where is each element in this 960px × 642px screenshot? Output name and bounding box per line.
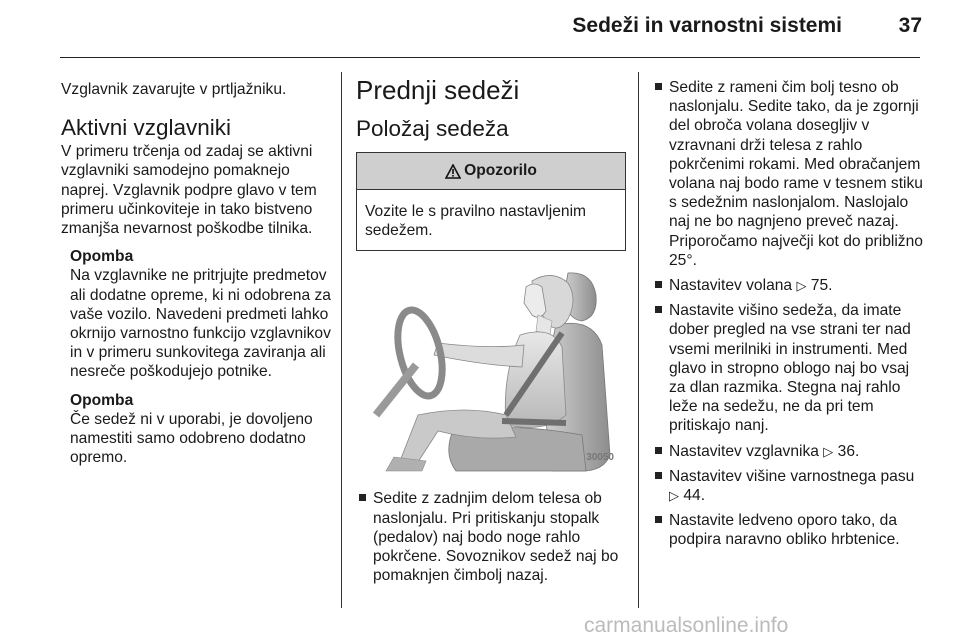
bullet-text: Nastavite ledveno oporo tako, da podpira naravno obliko hrbtenice. — [669, 512, 900, 549]
warning-triangle-icon — [445, 164, 461, 179]
warning-title: Opozorilo — [464, 162, 537, 180]
note-1-title: Opomba — [70, 248, 134, 266]
bullet-item — [652, 467, 924, 505]
page-number: 37 — [898, 14, 922, 37]
note-2-text: Če sedež ni v uporabi, je dovoljeno namestiti samo odobreno dodatno opremo. — [70, 410, 313, 467]
page-header-title: Sedeži in varnostni sistemi — [572, 14, 842, 37]
bullet-item — [652, 78, 924, 270]
bullet-item — [652, 511, 924, 549]
bullet-item — [356, 489, 626, 585]
column-right — [652, 72, 924, 556]
figure-number: 30050 — [586, 452, 614, 464]
subheading-seat-position: Položaj sedeža — [356, 116, 509, 141]
bullet-text: Nastavitev vzglavnika — [669, 442, 819, 460]
warning-box — [356, 152, 626, 251]
bullet-item — [652, 276, 924, 295]
bullet-item — [652, 301, 924, 435]
driver-seat-illustration — [356, 265, 618, 475]
column-divider-2 — [638, 72, 639, 608]
intro-text: Vzglavnik zavarujte v prtljažniku. — [61, 81, 287, 98]
warning-body — [357, 190, 625, 250]
bullet-text: Nastavitev volana — [669, 277, 793, 295]
bullet-text: Nastavitev višine varnostnega pasu — [669, 467, 915, 485]
warning-text: Vozite le s pravilno nastavljenim sedežem. — [365, 203, 587, 240]
column-left — [61, 72, 333, 467]
page-reference[interactable]: 36. — [837, 442, 860, 460]
page-reference[interactable]: 75. — [810, 277, 833, 295]
active-headrests-paragraph: V primeru trčenja od zadaj se aktivni vzglavniki samodejno pomaknejo naprej. Vzglavnik podpre glavo v tem primeru učinkoviteje in tako bistveno zmanjša nevarnost poškodbe tilnika. — [61, 143, 317, 238]
section-heading-active-headrests: Aktivni vzglavniki — [61, 115, 232, 141]
note-1 — [61, 247, 333, 381]
note-2-title: Opomba — [70, 391, 134, 409]
note-2 — [61, 391, 333, 468]
section-heading-front-seats: Prednji sedeži — [356, 75, 520, 105]
page-reference-icon: ▷ — [669, 488, 679, 504]
bullet-text: Nastavite višino sedeža, da imate dober pregled na vse strani ter nad vsemi merilniki in instrumenti. Med glavo in stropno oblogo naj bo vsaj za dlan razmika. Stegna naj rahlo leže na sedežu, ne da pri tem pritiskajo nanj. — [669, 302, 911, 435]
page-reference[interactable]: 44. — [683, 487, 706, 505]
column-divider-1 — [341, 72, 342, 608]
column-middle — [356, 72, 626, 591]
warning-header — [357, 153, 625, 190]
page-reference-icon: ▷ — [796, 278, 807, 294]
bullet-item — [652, 442, 924, 461]
watermark: carmanualsonline.info — [584, 614, 789, 637]
page-reference-icon: ▷ — [823, 443, 834, 459]
bullet-text: Sedite z rameni čim bolj tesno ob naslonjalu. Sedite tako, da je zgornji del obroča volana dosegljiv v vzravnani drži telesa z rahlo pokrčenimi rokami. Med obračanjem volana naj bodo rame v tesnem stiku s sedežnim naslonjalom. Naslojalo naj ne bo nagnjeno preveč nazaj. Priporočamo največji kot do približno 25°. — [669, 79, 923, 269]
note-1-text: Na vzglavnike ne pritrjujte predmetov ali dodatne opreme, ki ni odobrena za vaše vozilo. Navedeni predmeti lahko okrnijo varnostno funkcijo vzglavnikov in v primeru sunkovitega zaviranja ali nesreče poškodujejo potnike. — [70, 267, 331, 381]
header-rule — [60, 57, 920, 58]
seat-position-illustration — [356, 265, 618, 475]
bullet-text: Sedite z zadnjim delom telesa ob naslonjalu. Pri pritiskanju stopalk (pedalov) naj bodo noge rahlo pokrčene. Sovoznikov sedež naj bo pomaknjen čimbolj nazaj. — [373, 490, 619, 585]
